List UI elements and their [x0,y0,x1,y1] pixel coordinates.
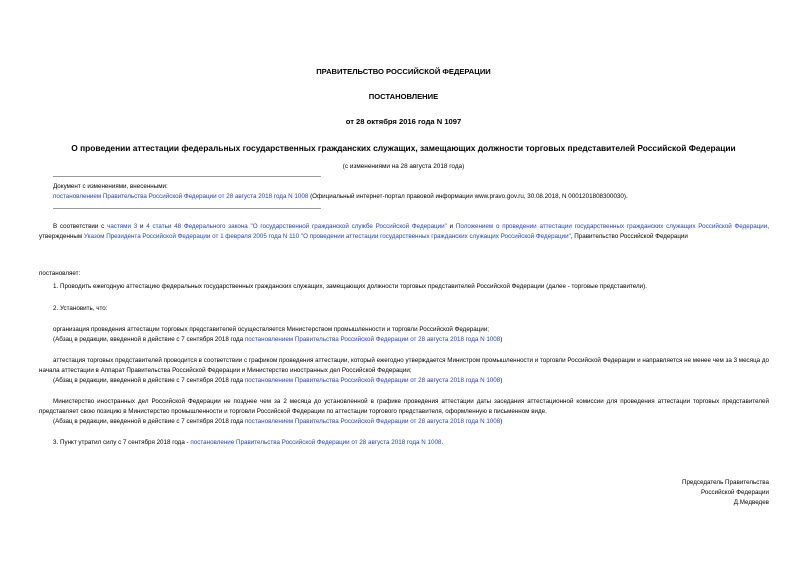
changes-note: (с изменениями на 28 августа 2018 года) [342,163,465,170]
preamble-text: и [446,223,456,230]
amendment-prefix: (Абзац в редакции, введенной в действие с 7 сентября 2018 года [53,336,245,343]
amendment-suffix: ) [500,377,503,384]
amendment-link[interactable]: постановлением Правительства Российской Федерации от 28 августа 2018 года N 1008 [244,418,501,425]
paragraph-2: 2. Установить, что: [53,305,108,312]
signatory-government: Российской Федерации [701,489,769,496]
paragraph-2-clause-c: Министерство иностранных дел Российской Федерации не позднее чем за 2 месяца до установленной в графике проведения аттестации даты заседания аттестационной комиссии для проведения аттестации торговых представителей представляет свою позицию в Министерство промышленности и торговли Российской Федерации по аттестации торгового представителя, оформленную в письменном виде. [39,398,769,415]
issuer-heading: ПРАВИТЕЛЬСТВО РОССИЙСКОЙ ФЕДЕРАЦИИ [316,67,491,76]
preamble-paragraph [39,222,769,241]
changes-tail: (Официальный интернет-портал правовой информации www.pravo.gov.ru, 30.08.2018, N 0001201808300030). [308,193,628,200]
preamble-text: В соответствии с [53,223,108,230]
preamble-text: , Правительство Российской Федерации [570,232,688,240]
repeal-link[interactable]: постановление Правительства Российской Федерации от 28 августа 2018 года N 1008 [190,439,442,446]
amendment-note [53,417,502,427]
presidential-decree-link[interactable]: Указом Президента Российской Федерации от 1 февраля 2005 года N 110 "О проведении аттестации государственных гражданских служащих Российской Федерации" [83,232,571,240]
changes-label: Документ с изменениями, внесенными: [53,183,168,190]
amendment-prefix: (Абзац в редакции, введенной в действие с 7 сентября 2018 года [53,418,245,425]
amendment-note [53,335,502,345]
changes-link[interactable]: постановлением Правительства Российской Федерации от 28 августа 2018 года N 1008 [53,193,309,200]
paragraph-1: 1. Проводить ежегодную аттестацию федеральных государственных гражданских служащих, замещающих должности торговых представителей Российской Федерации (далее - торговые представители). [53,283,647,290]
preamble-text: и [137,223,147,230]
paragraph-2-clause-a: организация проведения аттестации торговых представителей осуществляется Министерством промышленности и торговли Российской Федерации; [53,326,490,333]
document-type: ПОСТАНОВЛЕНИЕ [368,92,439,101]
document-title: О проведении аттестации федеральных государственных гражданских служащих, замещающих должности торговых представителей Российской Федерации [71,143,736,153]
signatory-name: Д.Медведев [733,499,769,506]
amendment-link[interactable]: постановлением Правительства Российской Федерации от 28 августа 2018 года N 1008 [244,377,501,384]
changes-top-rule [53,176,321,177]
amendment-note [53,376,502,386]
law-part-3-link[interactable]: частями 3 [107,223,138,230]
amendment-link[interactable]: постановлением Правительства Российской Федерации от 28 августа 2018 года N 1008 [244,336,501,343]
paragraph-3-end: . [441,439,444,446]
paragraph-3-text: 3. Пункт утратил силу с 7 сентября 2018 года - [53,439,191,446]
amendment-suffix: ) [500,336,503,343]
signature-block [682,478,769,508]
paragraph-3 [53,438,443,448]
changes-line [53,192,628,202]
attestation-regulation-link[interactable]: Положением о проведении аттестации государственных гражданских служащих Российской Федерации [455,223,768,230]
preamble-text: , утвержденным [39,223,770,240]
document-date-number: от 28 октября 2016 года N 1097 [345,117,462,126]
signatory-position: Председатель Правительства [681,479,769,486]
decree-word: постановляет: [39,270,81,277]
federal-law-link[interactable]: 4 статьи 48 Федерального закона "О государственной гражданской службе Российской Федерации" [146,223,447,230]
paragraph-2-clause-b: аттестация торговых представителей проводится в соответствии с графиком проведения аттестации, который ежегодно утверждается Министром промышленности и торговли Российской Федерации и направляется не менее чем за 3 месяца до начала аттестации в Аппарат Правительства Российской Федерации и Министерство иностранных дел Российской Федерации; [39,357,769,374]
changes-bottom-rule [53,208,321,209]
amendment-suffix: ) [500,418,503,425]
amendment-prefix: (Абзац в редакции, введенной в действие с 7 сентября 2018 года [53,377,245,384]
